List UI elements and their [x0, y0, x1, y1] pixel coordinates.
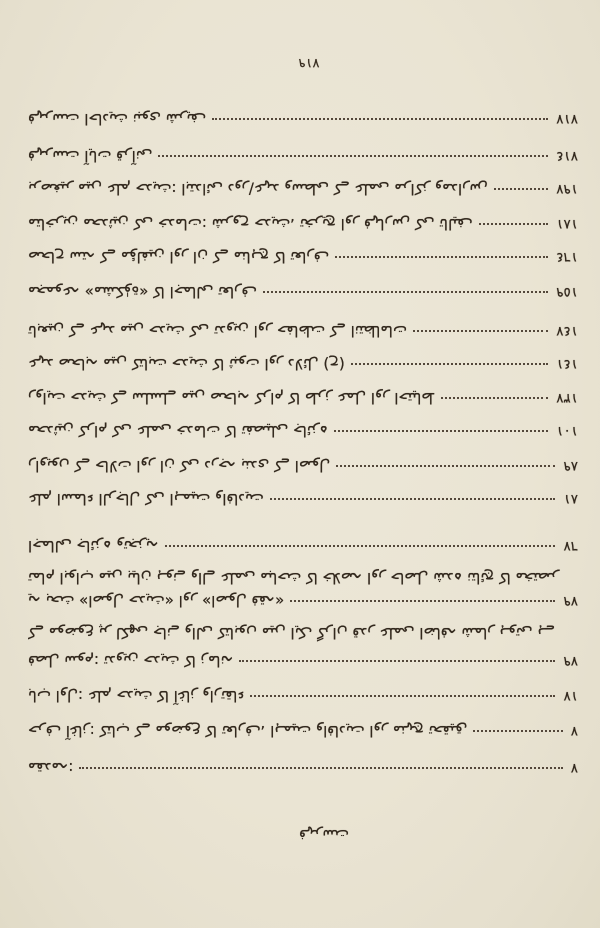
- toc-page-number: ١٨١: [556, 216, 578, 233]
- toc-entry: [28, 174, 578, 205]
- dot-leader: [334, 431, 548, 433]
- dot-leader: [290, 601, 555, 603]
- toc-entry-title: متاخرین محدثین کی خدمات: شروح حدیث، تخریج اور فہارس کی تالیف: [28, 215, 473, 234]
- toc-entry-title-start: تمام ابواب میں بیان ہونے والے علمی مباحث کا خلاصہ اور حاصل شدہ نتائج کا مختصر: [28, 569, 560, 587]
- dot-leader: [240, 661, 556, 663]
- toc-entry-line: [28, 349, 578, 380]
- toc-entry-continuation: [28, 617, 578, 648]
- toc-entry-title: حرف آغاز: کتاب کے موضوع کا تعارف، اہمیت وافادیت اور منہج تحقیق: [28, 722, 468, 741]
- toc-entry: [28, 451, 578, 482]
- toc-page-number: ١٩٧: [556, 181, 578, 198]
- toc-entry: [28, 209, 578, 240]
- toc-entry: [28, 141, 578, 172]
- toc-entry-title: علم اسماء الرجال کی اہمیت وافادیت: [28, 490, 264, 509]
- dot-leader: [413, 331, 548, 333]
- toc-entry: [28, 383, 578, 414]
- toc-entry-title: عہد صحابہ میں کتابت حدیث کا ثبوت اور دلائل (ح): [28, 355, 345, 374]
- toc-entry-line: [28, 716, 578, 747]
- dot-leader: [473, 731, 563, 733]
- toc-page-number: ٨١: [563, 491, 578, 508]
- toc-page-number: ١٧: [563, 688, 578, 705]
- toc-entry: [28, 531, 578, 593]
- toc-entry: [28, 316, 578, 347]
- toc-page-number: ١٥٩: [556, 284, 578, 301]
- toc-entry-line: [28, 316, 578, 347]
- dot-leader: [335, 257, 548, 259]
- dot-leader: [250, 696, 555, 698]
- toc-entry-title: اجمالی جائزہ وتجزیہ: [28, 537, 159, 556]
- toc-page-number: ٧: [570, 723, 578, 740]
- toc-entry-line: [28, 104, 578, 135]
- toc-entry: [28, 104, 578, 135]
- dot-leader: [494, 189, 549, 191]
- dot-leader: [441, 398, 548, 400]
- toc-entry-line: [28, 586, 578, 617]
- dot-leader: [270, 499, 556, 501]
- dot-leader: [263, 292, 548, 294]
- toc-entry-title: روایت حدیث کے سلسلے میں صحابہ کرام کا طرز عمل اور احتیاط: [28, 389, 436, 408]
- toc-entry-title-start: کے موضوع پر لکھی جانے والی کتابوں میں ایک گراں قدر علمی اضافہ شمار ہوتی ہے: [28, 624, 555, 642]
- toc-entry: [28, 586, 578, 648]
- toc-entry-line: [28, 681, 578, 712]
- toc-entry-line: [28, 531, 578, 562]
- toc-entry: [28, 681, 578, 712]
- dot-leader: [79, 768, 562, 770]
- toc-entry-line: [28, 383, 578, 414]
- toc-page-number: ١٤١: [556, 356, 578, 373]
- toc-entry-title: برصغیر میں علم حدیث: ابتدائی دور/عہد وسطی کے علمی مراکز ومدارس: [28, 180, 488, 199]
- toc-page-number: ١٦٤: [556, 249, 578, 266]
- toc-entry-line: [28, 174, 578, 205]
- toc-entry: [28, 753, 578, 784]
- toc-page-number: ٦٧: [563, 538, 578, 555]
- toc-entry-title: مجموعہ «مشکوٰة» کا اجمالی تعارف: [28, 283, 257, 302]
- toc-entry-line: [28, 141, 578, 172]
- toc-page-number: ٧٩: [563, 653, 578, 670]
- toc-entry-title: یہ بحث «اصول حدیث» اور «اصول فقہ»: [28, 592, 285, 611]
- toc-page-number: ١٣٧: [556, 390, 578, 407]
- toc-entry-line: [28, 753, 578, 784]
- toc-entry-line: [28, 451, 578, 482]
- toc-page-number: ٧: [570, 760, 578, 777]
- toc-entry-title: محدثین کرام کی علمی خدمات کا تفصیلی جائزہ: [28, 422, 329, 441]
- dot-leader: [479, 224, 549, 226]
- toc-entry: [28, 277, 578, 308]
- toc-entry-title: فصل سوم: تدوین حدیث کا زمانہ: [28, 652, 234, 671]
- toc-entry: [28, 349, 578, 380]
- toc-entry: [28, 416, 578, 447]
- folio-number: [0, 50, 600, 70]
- toc-entry-line: [28, 277, 578, 308]
- dot-leader: [165, 546, 556, 548]
- toc-entry-title: باب اول: علم حدیث کا آغاز وارتقاء: [28, 687, 245, 706]
- toc-entry-line: [28, 242, 578, 273]
- toc-page-number: ٧٩: [563, 593, 578, 610]
- toc-entry-line: [28, 646, 578, 677]
- toc-entry-title: تابعین کے عہد میں حدیث کی تدوین اور حفاظت کے انتظامات: [28, 322, 408, 341]
- toc-entry-title: فہرست آیات قرآنی: [28, 147, 153, 166]
- toc-page-number: ٧١٧: [556, 111, 578, 128]
- toc-entry: [28, 716, 578, 747]
- folio-number-text: ٧١٩: [298, 55, 320, 70]
- dot-leader: [351, 364, 548, 366]
- toc-entry-line: [28, 416, 578, 447]
- dot-leader: [212, 119, 548, 121]
- dot-leader: [336, 466, 555, 468]
- catchword-text: فہرست: [299, 826, 349, 842]
- toc-page-number: ٨٩: [563, 458, 578, 475]
- toc-entry-title: مقدمہ:: [28, 759, 74, 778]
- toc-entry-line: [28, 484, 578, 515]
- toc-entry-title: صحاح ستہ کے مؤلفین اور ان کے مناہج کا تعارف: [28, 248, 330, 267]
- toc-entry-title: راویوں کے حالات اور ان کی درجہ بندی کے اصول: [28, 457, 331, 476]
- toc-entry: [28, 484, 578, 515]
- toc-entry: [28, 646, 578, 677]
- toc-page-number: ١٠١: [556, 423, 578, 440]
- toc-entry-line: [28, 209, 578, 240]
- toc-page-number: ١٤٧: [556, 323, 578, 340]
- dot-leader: [158, 156, 548, 158]
- toc-entry-title: فہرست احادیث نبوی شریف: [28, 110, 207, 129]
- toc-page-number: ٧١٤: [556, 148, 578, 165]
- catchword: [0, 820, 600, 842]
- toc-entry: [28, 242, 578, 273]
